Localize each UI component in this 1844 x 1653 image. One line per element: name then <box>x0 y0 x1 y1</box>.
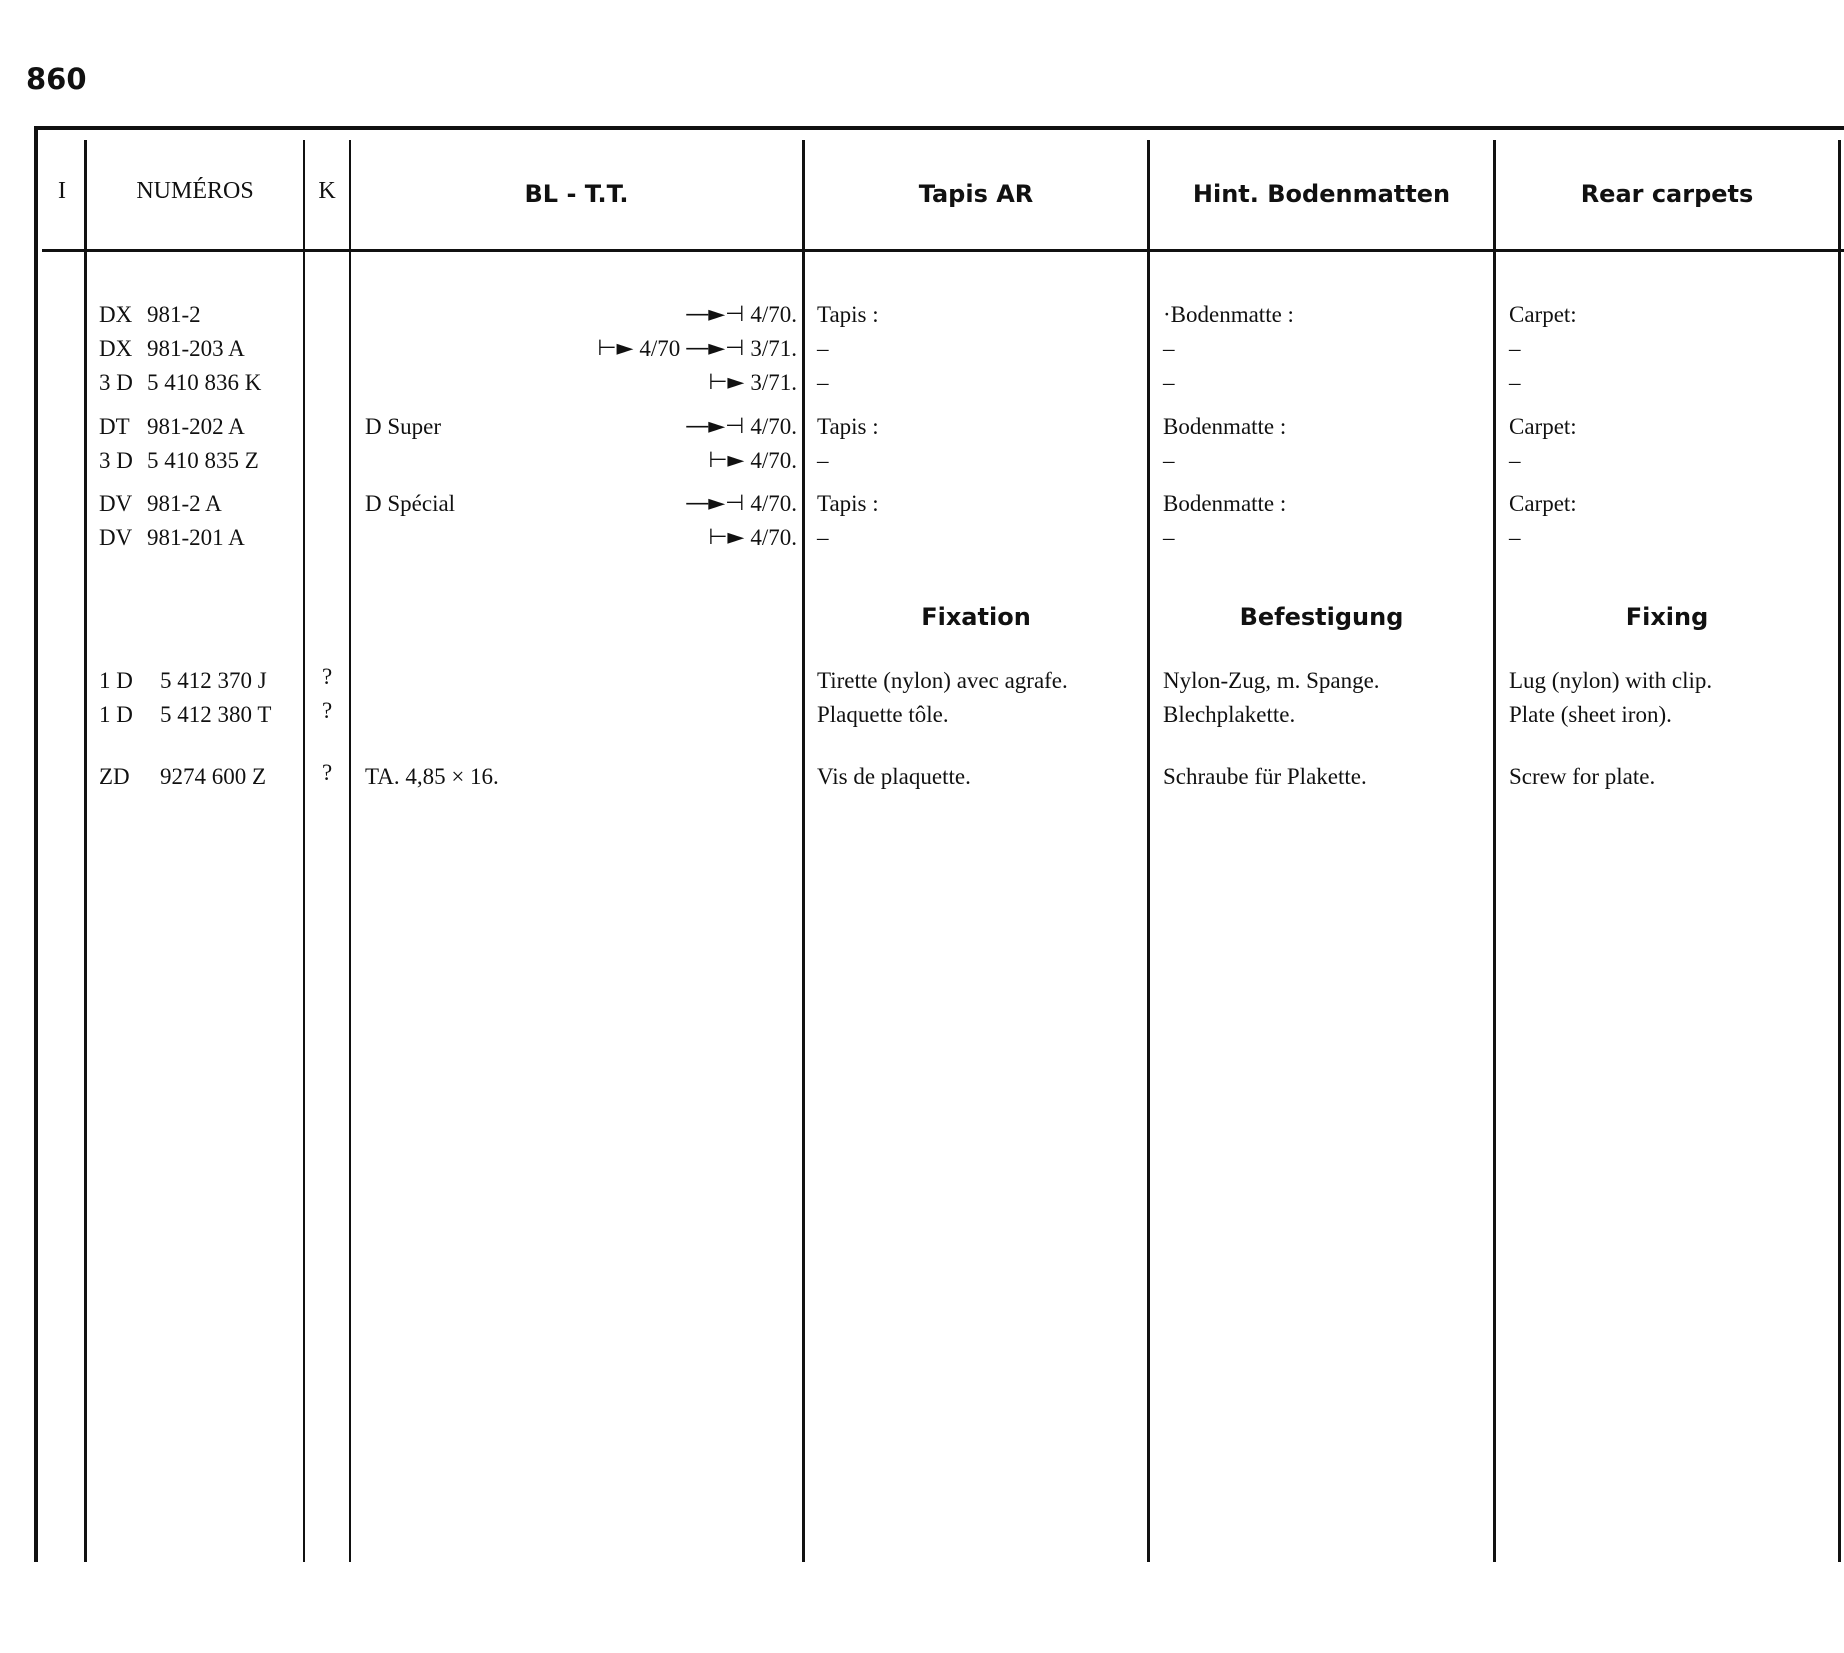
end-arrow-icon: ―►⊣ <box>686 302 745 327</box>
part-prefix: ZD <box>99 764 130 789</box>
desc-de: Schraube für Plakette. <box>1163 764 1367 789</box>
section-heading-de: Befestigung <box>1239 603 1404 631</box>
col-divider-5 <box>1147 140 1150 1562</box>
end-arrow-icon: ―►⊣ <box>686 336 745 361</box>
date-range <box>686 412 797 442</box>
desc-fr: – <box>817 336 829 361</box>
part-prefix: DX <box>99 336 133 361</box>
end-arrow-icon: ―►⊣ <box>686 491 745 516</box>
desc-fr: – <box>817 525 829 550</box>
part-number: 981-202 A <box>147 414 245 439</box>
model-name: D Super <box>365 414 442 439</box>
date-range <box>686 489 797 519</box>
desc-fr: Tapis : <box>817 414 879 439</box>
date-to: 3/71. <box>750 370 797 395</box>
desc-de: – <box>1163 448 1175 473</box>
desc-de: – <box>1163 525 1175 550</box>
start-arrow-icon: ⊢► <box>708 448 745 473</box>
header-col-de: Hint. Bodenmatten <box>1192 180 1451 208</box>
part-prefix: DV <box>99 491 133 516</box>
desc-en: – <box>1509 370 1521 395</box>
part-number: 5 412 370 J <box>160 668 267 693</box>
page-number: 860 <box>26 62 87 96</box>
header-col-en: Rear carpets <box>1580 180 1754 208</box>
date-to: 4/70. <box>750 525 797 550</box>
date-from: 4/70 <box>639 336 681 361</box>
header-bottom-border <box>42 249 1844 252</box>
desc-en: – <box>1509 525 1521 550</box>
part-number: 5 412 380 T <box>160 702 272 727</box>
desc-en: Carpet: <box>1509 414 1577 439</box>
desc-en: Carpet: <box>1509 302 1577 327</box>
date-range <box>686 300 797 330</box>
desc-en: Lug (nylon) with clip. <box>1509 668 1713 693</box>
col-divider-4 <box>802 140 805 1562</box>
start-arrow-icon: ⊢► <box>597 336 634 361</box>
desc-en: – <box>1509 336 1521 361</box>
part-number: 981-203 A <box>147 336 245 361</box>
k-mark: ? <box>322 664 333 689</box>
desc-fr: Tapis : <box>817 491 879 516</box>
desc-de: – <box>1163 336 1175 361</box>
start-arrow-icon: ⊢► <box>708 370 745 395</box>
date-range <box>708 368 797 398</box>
part-prefix: DV <box>99 525 133 550</box>
desc-en: Carpet: <box>1509 491 1577 516</box>
part-number: 981-201 A <box>147 525 245 550</box>
desc-de: Blechplakette. <box>1163 702 1296 727</box>
date-to: 3/71. <box>750 336 797 361</box>
date-to: 4/70. <box>750 414 797 439</box>
desc-fr: Tapis : <box>817 302 879 327</box>
desc-de: Nylon-Zug, m. Spange. <box>1163 668 1380 693</box>
date-range <box>708 523 797 553</box>
model-name: D Spécial <box>365 491 456 516</box>
desc-fr: Plaquette tôle. <box>817 702 949 727</box>
date-to: 4/70. <box>750 448 797 473</box>
bl-spec: TA. 4,85 × 16. <box>365 764 499 789</box>
header-col-i: I <box>58 178 66 204</box>
header-col-k: K <box>318 178 336 204</box>
desc-de: Bodenmatte : <box>1163 414 1287 439</box>
part-prefix: 1 D <box>99 668 133 693</box>
section-heading-fr: Fixation <box>921 603 1031 631</box>
part-prefix: 3 D <box>99 448 133 473</box>
col-divider-6 <box>1493 140 1496 1562</box>
table-top-border <box>34 126 1844 130</box>
part-prefix: DT <box>99 414 130 439</box>
desc-en: – <box>1509 448 1521 473</box>
k-mark: ? <box>322 698 333 723</box>
desc-en: Screw for plate. <box>1509 764 1656 789</box>
part-number: 5 410 836 K <box>147 370 262 395</box>
start-arrow-icon: ⊢► <box>708 525 745 550</box>
part-prefix: DX <box>99 302 133 327</box>
header-col-fr: Tapis AR <box>918 180 1034 208</box>
desc-de: – <box>1163 370 1175 395</box>
part-prefix: 3 D <box>99 370 133 395</box>
left-border <box>34 130 38 1562</box>
desc-en: Plate (sheet iron). <box>1509 702 1672 727</box>
desc-de: Bodenmatte : <box>1163 491 1287 516</box>
header-col-bl: BL - T.T. <box>524 180 629 208</box>
section-heading-en: Fixing <box>1625 603 1709 631</box>
date-to: 4/70. <box>750 491 797 516</box>
desc-fr: Tirette (nylon) avec agrafe. <box>817 668 1068 693</box>
col-divider-7 <box>1838 140 1841 1562</box>
col-divider-1 <box>84 140 87 1562</box>
date-to: 4/70. <box>750 302 797 327</box>
part-number: 981-2 <box>147 302 201 327</box>
desc-fr: Vis de plaquette. <box>817 764 971 789</box>
end-arrow-icon: ―►⊣ <box>686 414 745 439</box>
col-divider-2 <box>303 140 305 1562</box>
col-divider-3 <box>349 140 351 1562</box>
header-col-numeros: NUMÉROS <box>136 178 254 204</box>
part-number: 9274 600 Z <box>160 764 267 789</box>
k-mark: ? <box>322 760 333 785</box>
desc-fr: – <box>817 370 829 395</box>
date-range <box>708 446 797 476</box>
part-number: 981-2 A <box>147 491 222 516</box>
desc-fr: – <box>817 448 829 473</box>
part-prefix: 1 D <box>99 702 133 727</box>
desc-de: ·Bodenmatte : <box>1163 302 1294 327</box>
date-range <box>597 334 797 364</box>
part-number: 5 410 835 Z <box>147 448 259 473</box>
